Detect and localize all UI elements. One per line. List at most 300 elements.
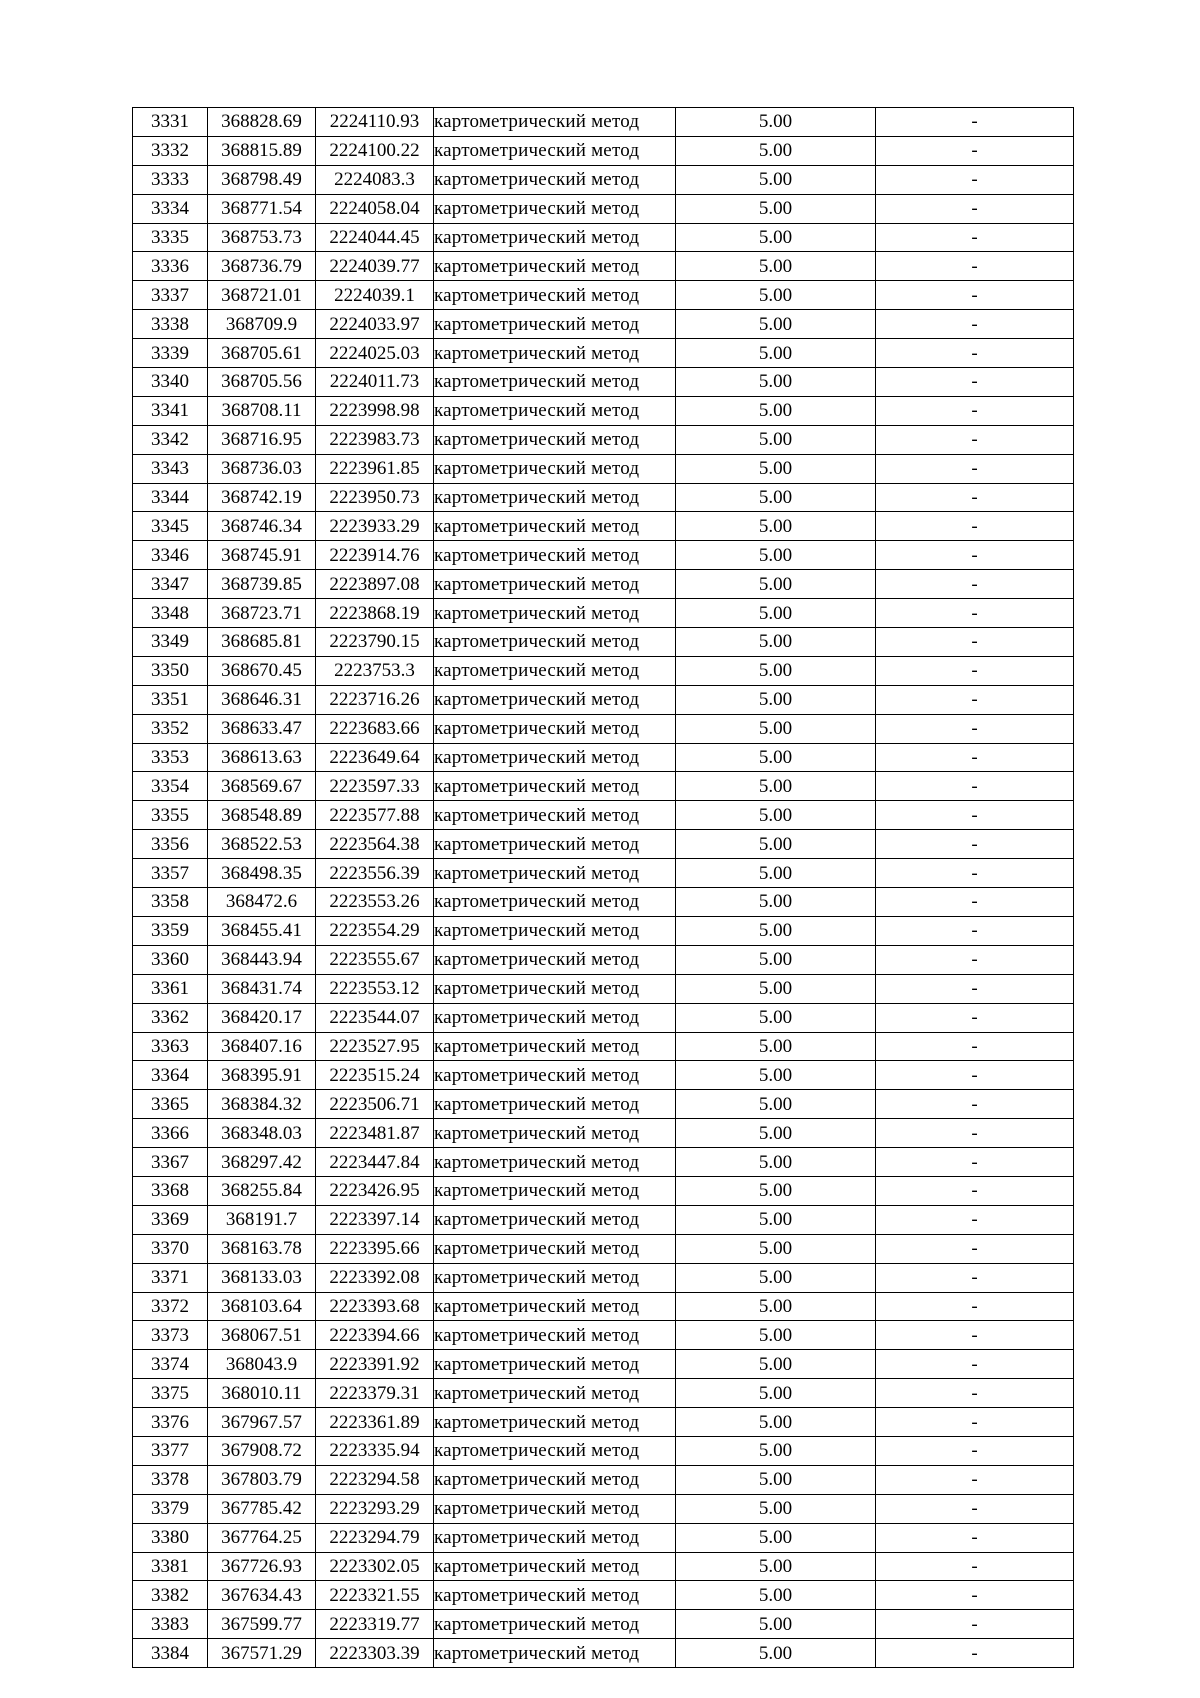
note-cell: - xyxy=(876,1263,1074,1292)
note-cell: - xyxy=(876,685,1074,714)
x-coordinate-cell: 368395.91 xyxy=(208,1061,316,1090)
accuracy-cell: 5.00 xyxy=(676,945,876,974)
point-number-cell: 3350 xyxy=(133,656,208,685)
x-coordinate-cell: 367764.25 xyxy=(208,1523,316,1552)
note-cell: - xyxy=(876,743,1074,772)
method-cell: картометрический метод xyxy=(434,570,676,599)
x-coordinate-cell: 368721.01 xyxy=(208,281,316,310)
method-cell: картометрический метод xyxy=(434,1494,676,1523)
table-body xyxy=(133,108,1074,1668)
x-coordinate-cell: 368163.78 xyxy=(208,1234,316,1263)
note-cell: - xyxy=(876,1639,1074,1668)
accuracy-cell: 5.00 xyxy=(676,1639,876,1668)
y-coordinate-cell: 2223319.77 xyxy=(316,1610,434,1639)
point-number-cell: 3341 xyxy=(133,396,208,425)
table-row xyxy=(133,1581,1074,1610)
method-cell: картометрический метод xyxy=(434,165,676,194)
point-number-cell: 3348 xyxy=(133,599,208,628)
table-row xyxy=(133,1234,1074,1263)
point-number-cell: 3383 xyxy=(133,1610,208,1639)
accuracy-cell: 5.00 xyxy=(676,339,876,368)
method-cell: картометрический метод xyxy=(434,194,676,223)
accuracy-cell: 5.00 xyxy=(676,888,876,917)
y-coordinate-cell: 2223544.07 xyxy=(316,1003,434,1032)
point-number-cell: 3379 xyxy=(133,1494,208,1523)
table-row xyxy=(133,1436,1074,1465)
x-coordinate-cell: 368723.71 xyxy=(208,599,316,628)
method-cell: картометрический метод xyxy=(434,483,676,512)
accuracy-cell: 5.00 xyxy=(676,368,876,397)
point-number-cell: 3333 xyxy=(133,165,208,194)
table-row xyxy=(133,974,1074,1003)
x-coordinate-cell: 368685.81 xyxy=(208,628,316,657)
table-row xyxy=(133,1321,1074,1350)
table-row xyxy=(133,945,1074,974)
note-cell: - xyxy=(876,1436,1074,1465)
accuracy-cell: 5.00 xyxy=(676,1119,876,1148)
table-row xyxy=(133,1379,1074,1408)
x-coordinate-cell: 367634.43 xyxy=(208,1581,316,1610)
method-cell: картометрический метод xyxy=(434,281,676,310)
method-cell: картометрический метод xyxy=(434,1003,676,1032)
y-coordinate-cell: 2223395.66 xyxy=(316,1234,434,1263)
note-cell: - xyxy=(876,570,1074,599)
note-cell: - xyxy=(876,1176,1074,1205)
point-number-cell: 3356 xyxy=(133,830,208,859)
method-cell: картометрический метод xyxy=(434,656,676,685)
table-row xyxy=(133,1350,1074,1379)
point-number-cell: 3384 xyxy=(133,1639,208,1668)
accuracy-cell: 5.00 xyxy=(676,512,876,541)
accuracy-cell: 5.00 xyxy=(676,541,876,570)
table-row xyxy=(133,512,1074,541)
table-row xyxy=(133,916,1074,945)
x-coordinate-cell: 368771.54 xyxy=(208,194,316,223)
y-coordinate-cell: 2223447.84 xyxy=(316,1148,434,1177)
accuracy-cell: 5.00 xyxy=(676,1032,876,1061)
y-coordinate-cell: 2223998.98 xyxy=(316,396,434,425)
accuracy-cell: 5.00 xyxy=(676,396,876,425)
y-coordinate-cell: 2223303.39 xyxy=(316,1639,434,1668)
y-coordinate-cell: 2223553.26 xyxy=(316,888,434,917)
table-row xyxy=(133,165,1074,194)
point-number-cell: 3365 xyxy=(133,1090,208,1119)
point-number-cell: 3370 xyxy=(133,1234,208,1263)
point-number-cell: 3331 xyxy=(133,108,208,137)
y-coordinate-cell: 2223564.38 xyxy=(316,830,434,859)
method-cell: картометрический метод xyxy=(434,541,676,570)
note-cell: - xyxy=(876,1090,1074,1119)
table-row xyxy=(133,1408,1074,1437)
x-coordinate-cell: 368828.69 xyxy=(208,108,316,137)
x-coordinate-cell: 367726.93 xyxy=(208,1552,316,1581)
accuracy-cell: 5.00 xyxy=(676,599,876,628)
y-coordinate-cell: 2223933.29 xyxy=(316,512,434,541)
method-cell: картометрический метод xyxy=(434,1032,676,1061)
method-cell: картометрический метод xyxy=(434,743,676,772)
method-cell: картометрический метод xyxy=(434,974,676,1003)
y-coordinate-cell: 2223914.76 xyxy=(316,541,434,570)
table-row xyxy=(133,425,1074,454)
method-cell: картометрический метод xyxy=(434,1639,676,1668)
table-row xyxy=(133,483,1074,512)
point-number-cell: 3364 xyxy=(133,1061,208,1090)
method-cell: картометрический метод xyxy=(434,1205,676,1234)
accuracy-cell: 5.00 xyxy=(676,685,876,714)
table-row xyxy=(133,136,1074,165)
accuracy-cell: 5.00 xyxy=(676,743,876,772)
note-cell: - xyxy=(876,1003,1074,1032)
point-number-cell: 3337 xyxy=(133,281,208,310)
x-coordinate-cell: 368443.94 xyxy=(208,945,316,974)
note-cell: - xyxy=(876,1581,1074,1610)
note-cell: - xyxy=(876,1494,1074,1523)
accuracy-cell: 5.00 xyxy=(676,1494,876,1523)
method-cell: картометрический метод xyxy=(434,512,676,541)
point-number-cell: 3367 xyxy=(133,1148,208,1177)
x-coordinate-cell: 368798.49 xyxy=(208,165,316,194)
y-coordinate-cell: 2223294.79 xyxy=(316,1523,434,1552)
point-number-cell: 3342 xyxy=(133,425,208,454)
note-cell: - xyxy=(876,454,1074,483)
note-cell: - xyxy=(876,541,1074,570)
note-cell: - xyxy=(876,483,1074,512)
accuracy-cell: 5.00 xyxy=(676,1176,876,1205)
x-coordinate-cell: 367908.72 xyxy=(208,1436,316,1465)
note-cell: - xyxy=(876,1408,1074,1437)
x-coordinate-cell: 368815.89 xyxy=(208,136,316,165)
y-coordinate-cell: 2223527.95 xyxy=(316,1032,434,1061)
accuracy-cell: 5.00 xyxy=(676,1292,876,1321)
method-cell: картометрический метод xyxy=(434,945,676,974)
method-cell: картометрический метод xyxy=(434,1552,676,1581)
point-number-cell: 3357 xyxy=(133,859,208,888)
method-cell: картометрический метод xyxy=(434,888,676,917)
y-coordinate-cell: 2223426.95 xyxy=(316,1176,434,1205)
y-coordinate-cell: 2224110.93 xyxy=(316,108,434,137)
note-cell: - xyxy=(876,656,1074,685)
accuracy-cell: 5.00 xyxy=(676,1465,876,1494)
accuracy-cell: 5.00 xyxy=(676,281,876,310)
table-row xyxy=(133,454,1074,483)
y-coordinate-cell: 2223577.88 xyxy=(316,801,434,830)
x-coordinate-cell: 367803.79 xyxy=(208,1465,316,1494)
y-coordinate-cell: 2223683.66 xyxy=(316,714,434,743)
y-coordinate-cell: 2223391.92 xyxy=(316,1350,434,1379)
point-number-cell: 3369 xyxy=(133,1205,208,1234)
table-row xyxy=(133,772,1074,801)
y-coordinate-cell: 2224011.73 xyxy=(316,368,434,397)
point-number-cell: 3347 xyxy=(133,570,208,599)
x-coordinate-cell: 368043.9 xyxy=(208,1350,316,1379)
accuracy-cell: 5.00 xyxy=(676,859,876,888)
method-cell: картометрический метод xyxy=(434,1465,676,1494)
table-row xyxy=(133,310,1074,339)
method-cell: картометрический метод xyxy=(434,916,676,945)
table-row xyxy=(133,628,1074,657)
y-coordinate-cell: 2223983.73 xyxy=(316,425,434,454)
note-cell: - xyxy=(876,772,1074,801)
y-coordinate-cell: 2224044.45 xyxy=(316,223,434,252)
y-coordinate-cell: 2223397.14 xyxy=(316,1205,434,1234)
accuracy-cell: 5.00 xyxy=(676,1552,876,1581)
x-coordinate-cell: 368705.61 xyxy=(208,339,316,368)
x-coordinate-cell: 368670.45 xyxy=(208,656,316,685)
point-number-cell: 3374 xyxy=(133,1350,208,1379)
point-number-cell: 3362 xyxy=(133,1003,208,1032)
method-cell: картометрический метод xyxy=(434,1610,676,1639)
table-row xyxy=(133,368,1074,397)
accuracy-cell: 5.00 xyxy=(676,194,876,223)
table-row xyxy=(133,599,1074,628)
y-coordinate-cell: 2223321.55 xyxy=(316,1581,434,1610)
table-row xyxy=(133,1552,1074,1581)
point-number-cell: 3354 xyxy=(133,772,208,801)
x-coordinate-cell: 368736.03 xyxy=(208,454,316,483)
accuracy-cell: 5.00 xyxy=(676,656,876,685)
table-row xyxy=(133,194,1074,223)
method-cell: картометрический метод xyxy=(434,1061,676,1090)
x-coordinate-cell: 368103.64 xyxy=(208,1292,316,1321)
point-number-cell: 3375 xyxy=(133,1379,208,1408)
accuracy-cell: 5.00 xyxy=(676,801,876,830)
method-cell: картометрический метод xyxy=(434,1321,676,1350)
point-number-cell: 3360 xyxy=(133,945,208,974)
x-coordinate-cell: 368498.35 xyxy=(208,859,316,888)
x-coordinate-cell: 368472.6 xyxy=(208,888,316,917)
accuracy-cell: 5.00 xyxy=(676,1090,876,1119)
note-cell: - xyxy=(876,599,1074,628)
table-row xyxy=(133,1176,1074,1205)
method-cell: картометрический метод xyxy=(434,628,676,657)
method-cell: картометрический метод xyxy=(434,1292,676,1321)
y-coordinate-cell: 2223649.64 xyxy=(316,743,434,772)
accuracy-cell: 5.00 xyxy=(676,830,876,859)
method-cell: картометрический метод xyxy=(434,136,676,165)
note-cell: - xyxy=(876,1350,1074,1379)
table-row xyxy=(133,108,1074,137)
method-cell: картометрический метод xyxy=(434,425,676,454)
method-cell: картометрический метод xyxy=(434,1119,676,1148)
x-coordinate-cell: 368709.9 xyxy=(208,310,316,339)
point-number-cell: 3349 xyxy=(133,628,208,657)
x-coordinate-cell: 368297.42 xyxy=(208,1148,316,1177)
accuracy-cell: 5.00 xyxy=(676,772,876,801)
x-coordinate-cell: 368522.53 xyxy=(208,830,316,859)
x-coordinate-cell: 367967.57 xyxy=(208,1408,316,1437)
y-coordinate-cell: 2223393.68 xyxy=(316,1292,434,1321)
x-coordinate-cell: 367785.42 xyxy=(208,1494,316,1523)
y-coordinate-cell: 2223897.08 xyxy=(316,570,434,599)
point-number-cell: 3373 xyxy=(133,1321,208,1350)
accuracy-cell: 5.00 xyxy=(676,1003,876,1032)
point-number-cell: 3335 xyxy=(133,223,208,252)
table-row xyxy=(133,888,1074,917)
table-row xyxy=(133,252,1074,281)
table-row xyxy=(133,1263,1074,1292)
note-cell: - xyxy=(876,108,1074,137)
y-coordinate-cell: 2223506.71 xyxy=(316,1090,434,1119)
method-cell: картометрический метод xyxy=(434,108,676,137)
table-row xyxy=(133,1494,1074,1523)
x-coordinate-cell: 368613.63 xyxy=(208,743,316,772)
table-row xyxy=(133,223,1074,252)
accuracy-cell: 5.00 xyxy=(676,628,876,657)
x-coordinate-cell: 368010.11 xyxy=(208,1379,316,1408)
y-coordinate-cell: 2224025.03 xyxy=(316,339,434,368)
y-coordinate-cell: 2224058.04 xyxy=(316,194,434,223)
y-coordinate-cell: 2223394.66 xyxy=(316,1321,434,1350)
method-cell: картометрический метод xyxy=(434,1090,676,1119)
table-row xyxy=(133,859,1074,888)
table-row xyxy=(133,685,1074,714)
method-cell: картометрический метод xyxy=(434,859,676,888)
note-cell: - xyxy=(876,310,1074,339)
table-row xyxy=(133,1148,1074,1177)
point-number-cell: 3381 xyxy=(133,1552,208,1581)
accuracy-cell: 5.00 xyxy=(676,483,876,512)
accuracy-cell: 5.00 xyxy=(676,1408,876,1437)
accuracy-cell: 5.00 xyxy=(676,1061,876,1090)
y-coordinate-cell: 2223361.89 xyxy=(316,1408,434,1437)
point-number-cell: 3359 xyxy=(133,916,208,945)
note-cell: - xyxy=(876,1148,1074,1177)
method-cell: картометрический метод xyxy=(434,396,676,425)
method-cell: картометрический метод xyxy=(434,1176,676,1205)
accuracy-cell: 5.00 xyxy=(676,136,876,165)
accuracy-cell: 5.00 xyxy=(676,974,876,1003)
method-cell: картометрический метод xyxy=(434,454,676,483)
point-number-cell: 3376 xyxy=(133,1408,208,1437)
x-coordinate-cell: 368745.91 xyxy=(208,541,316,570)
method-cell: картометрический метод xyxy=(434,1234,676,1263)
point-number-cell: 3344 xyxy=(133,483,208,512)
note-cell: - xyxy=(876,1119,1074,1148)
x-coordinate-cell: 368067.51 xyxy=(208,1321,316,1350)
method-cell: картометрический метод xyxy=(434,714,676,743)
point-number-cell: 3361 xyxy=(133,974,208,1003)
x-coordinate-cell: 368708.11 xyxy=(208,396,316,425)
point-number-cell: 3351 xyxy=(133,685,208,714)
note-cell: - xyxy=(876,1205,1074,1234)
accuracy-cell: 5.00 xyxy=(676,165,876,194)
table-row xyxy=(133,801,1074,830)
x-coordinate-cell: 368646.31 xyxy=(208,685,316,714)
y-coordinate-cell: 2223868.19 xyxy=(316,599,434,628)
method-cell: картометрический метод xyxy=(434,1148,676,1177)
x-coordinate-cell: 368753.73 xyxy=(208,223,316,252)
x-coordinate-cell: 368455.41 xyxy=(208,916,316,945)
x-coordinate-cell: 367599.77 xyxy=(208,1610,316,1639)
method-cell: картометрический метод xyxy=(434,1408,676,1437)
point-number-cell: 3336 xyxy=(133,252,208,281)
y-coordinate-cell: 2223950.73 xyxy=(316,483,434,512)
table-row xyxy=(133,1465,1074,1494)
note-cell: - xyxy=(876,396,1074,425)
x-coordinate-cell: 368548.89 xyxy=(208,801,316,830)
y-coordinate-cell: 2223294.58 xyxy=(316,1465,434,1494)
x-coordinate-cell: 368191.7 xyxy=(208,1205,316,1234)
note-cell: - xyxy=(876,628,1074,657)
x-coordinate-cell: 368569.67 xyxy=(208,772,316,801)
x-coordinate-cell: 368431.74 xyxy=(208,974,316,1003)
note-cell: - xyxy=(876,223,1074,252)
accuracy-cell: 5.00 xyxy=(676,714,876,743)
method-cell: картометрический метод xyxy=(434,599,676,628)
y-coordinate-cell: 2223515.24 xyxy=(316,1061,434,1090)
accuracy-cell: 5.00 xyxy=(676,1436,876,1465)
note-cell: - xyxy=(876,165,1074,194)
method-cell: картометрический метод xyxy=(434,1581,676,1610)
point-number-cell: 3358 xyxy=(133,888,208,917)
point-number-cell: 3339 xyxy=(133,339,208,368)
y-coordinate-cell: 2223392.08 xyxy=(316,1263,434,1292)
accuracy-cell: 5.00 xyxy=(676,1581,876,1610)
y-coordinate-cell: 2224039.77 xyxy=(316,252,434,281)
y-coordinate-cell: 2223716.26 xyxy=(316,685,434,714)
y-coordinate-cell: 2223293.29 xyxy=(316,1494,434,1523)
x-coordinate-cell: 368633.47 xyxy=(208,714,316,743)
y-coordinate-cell: 2224083.3 xyxy=(316,165,434,194)
accuracy-cell: 5.00 xyxy=(676,108,876,137)
x-coordinate-cell: 368739.85 xyxy=(208,570,316,599)
point-number-cell: 3377 xyxy=(133,1436,208,1465)
note-cell: - xyxy=(876,1234,1074,1263)
point-number-cell: 3368 xyxy=(133,1176,208,1205)
table-row xyxy=(133,1610,1074,1639)
note-cell: - xyxy=(876,801,1074,830)
accuracy-cell: 5.00 xyxy=(676,425,876,454)
note-cell: - xyxy=(876,1292,1074,1321)
point-number-cell: 3352 xyxy=(133,714,208,743)
y-coordinate-cell: 2224033.97 xyxy=(316,310,434,339)
y-coordinate-cell: 2223554.29 xyxy=(316,916,434,945)
method-cell: картометрический метод xyxy=(434,685,676,714)
y-coordinate-cell: 2223555.67 xyxy=(316,945,434,974)
point-number-cell: 3371 xyxy=(133,1263,208,1292)
note-cell: - xyxy=(876,194,1074,223)
accuracy-cell: 5.00 xyxy=(676,310,876,339)
x-coordinate-cell: 368420.17 xyxy=(208,1003,316,1032)
note-cell: - xyxy=(876,1610,1074,1639)
x-coordinate-cell: 368384.32 xyxy=(208,1090,316,1119)
note-cell: - xyxy=(876,1061,1074,1090)
note-cell: - xyxy=(876,1523,1074,1552)
coordinates-table xyxy=(132,107,1074,1668)
accuracy-cell: 5.00 xyxy=(676,1148,876,1177)
table-row xyxy=(133,1205,1074,1234)
note-cell: - xyxy=(876,136,1074,165)
method-cell: картометрический метод xyxy=(434,1263,676,1292)
table-row xyxy=(133,1032,1074,1061)
point-number-cell: 3366 xyxy=(133,1119,208,1148)
note-cell: - xyxy=(876,974,1074,1003)
x-coordinate-cell: 368736.79 xyxy=(208,252,316,281)
method-cell: картометрический метод xyxy=(434,1436,676,1465)
accuracy-cell: 5.00 xyxy=(676,1379,876,1408)
accuracy-cell: 5.00 xyxy=(676,1263,876,1292)
method-cell: картометрический метод xyxy=(434,252,676,281)
y-coordinate-cell: 2223790.15 xyxy=(316,628,434,657)
method-cell: картометрический метод xyxy=(434,1523,676,1552)
point-number-cell: 3363 xyxy=(133,1032,208,1061)
note-cell: - xyxy=(876,714,1074,743)
y-coordinate-cell: 2223302.05 xyxy=(316,1552,434,1581)
note-cell: - xyxy=(876,281,1074,310)
accuracy-cell: 5.00 xyxy=(676,1610,876,1639)
method-cell: картометрический метод xyxy=(434,368,676,397)
table-row xyxy=(133,396,1074,425)
